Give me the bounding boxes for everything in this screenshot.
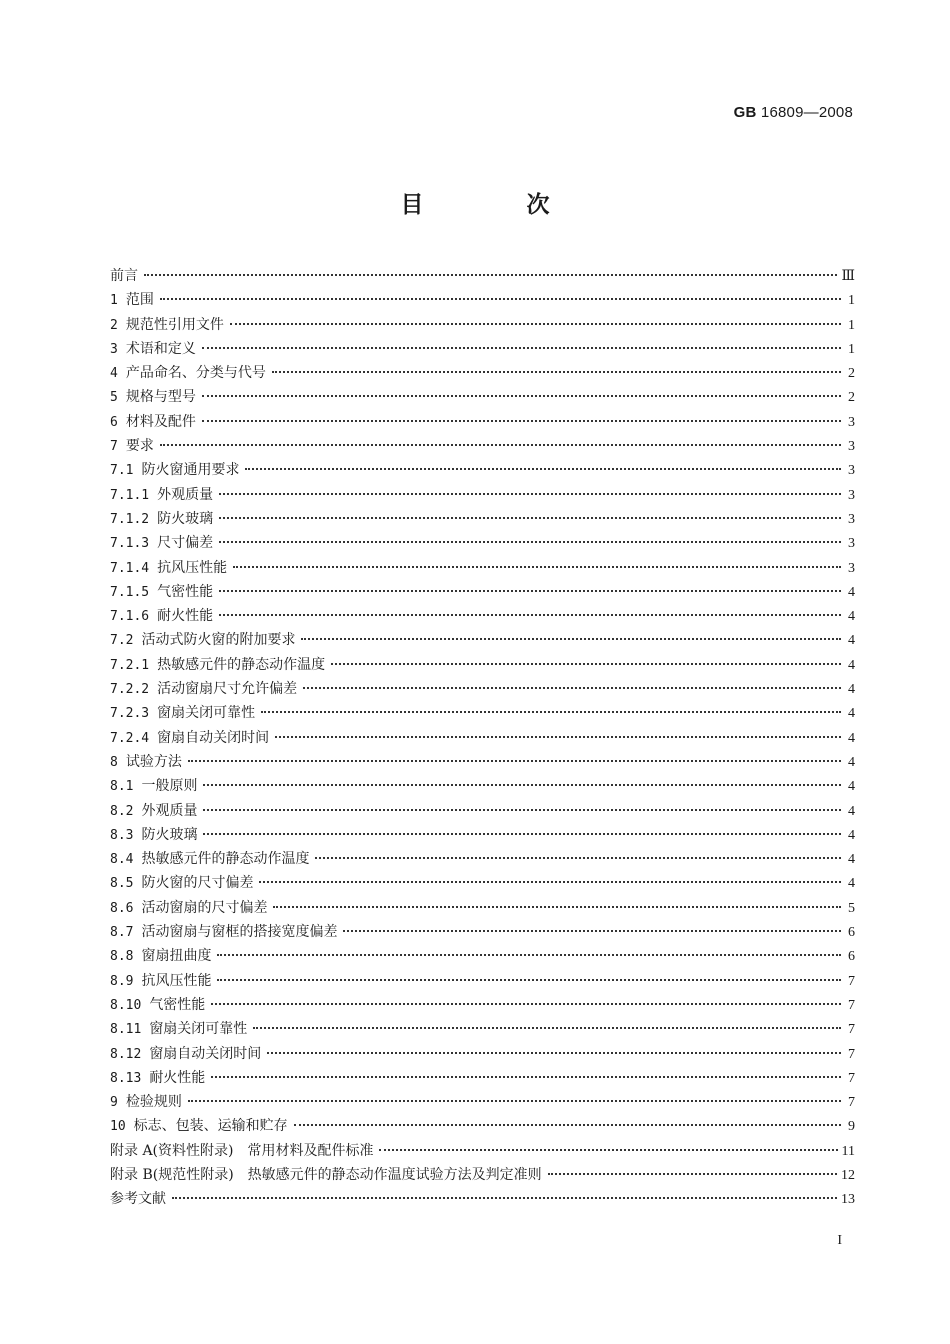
toc-entry-page: 4	[848, 706, 855, 722]
table-of-contents	[110, 264, 855, 1212]
page-title: 目 次	[400, 192, 590, 218]
toc-entry-number: 7	[110, 439, 118, 455]
toc-entry-number: 4	[110, 366, 118, 382]
dot-leader	[219, 614, 841, 616]
toc-entry-page: 4	[848, 633, 855, 649]
toc-entry-label: 耐火性能	[149, 1069, 206, 1086]
toc-entry-label: 气密性能	[149, 996, 206, 1013]
toc-entry-page: 7	[848, 1095, 855, 1111]
toc-entry-number: 7.1.3	[110, 536, 150, 552]
toc-entry-label: 热敏感元件的静态动作温度	[157, 656, 326, 673]
toc-entry-page: 1	[848, 317, 855, 333]
toc-entry-number: 7.1.4	[110, 560, 150, 576]
dot-leader	[230, 323, 841, 325]
toc-entry[interactable]	[110, 288, 855, 312]
toc-entry[interactable]	[110, 896, 855, 920]
toc-entry-label: 耐火性能	[157, 608, 214, 625]
toc-entry[interactable]	[110, 1139, 855, 1163]
toc-entry-label: 检验规则	[125, 1094, 182, 1111]
toc-entry[interactable]	[110, 1114, 855, 1138]
toc-entry-number: 8.12	[110, 1046, 142, 1062]
toc-entry[interactable]	[110, 337, 855, 361]
toc-entry[interactable]	[110, 677, 855, 701]
toc-entry[interactable]	[110, 1187, 855, 1211]
toc-entry[interactable]	[110, 823, 855, 847]
toc-entry-label: 要求	[125, 438, 154, 455]
dot-leader	[259, 881, 841, 883]
toc-entry-page: 3	[848, 560, 855, 576]
toc-entry-page: 3	[848, 511, 855, 527]
dot-leader	[188, 760, 841, 762]
toc-entry-label: 材料及配件	[125, 413, 196, 430]
toc-entry-number: 7.2	[110, 633, 134, 649]
toc-entry-page: 3	[848, 414, 855, 430]
toc-entry-number: 5	[110, 390, 118, 406]
dot-leader	[160, 298, 841, 300]
toc-entry[interactable]	[110, 1017, 855, 1041]
toc-entry[interactable]	[110, 993, 855, 1017]
toc-entry-number: 8.9	[110, 973, 134, 989]
dot-leader	[144, 274, 837, 276]
toc-entry-number: 6	[110, 414, 118, 430]
dot-leader	[188, 1100, 841, 1102]
toc-entry-label: 活动式防火窗的附加要求	[141, 632, 296, 649]
dot-leader	[303, 687, 841, 689]
standard-prefix: GB	[733, 104, 757, 121]
toc-entry-page: 2	[848, 366, 855, 382]
toc-entry-label: 范围	[125, 292, 154, 309]
toc-entry[interactable]	[110, 1163, 855, 1187]
toc-entry-number: 8.6	[110, 900, 134, 916]
standard-number	[734, 104, 853, 121]
page-number: I	[837, 1233, 842, 1248]
toc-entry-page: 7	[848, 1070, 855, 1086]
toc-entry-number: 7.2.4	[110, 730, 150, 746]
toc-entry-page: 4	[848, 803, 855, 819]
toc-entry-page: 7	[848, 1046, 855, 1062]
toc-entry-page: 5	[848, 900, 855, 916]
dot-leader	[160, 444, 841, 446]
toc-entry-number: 8.10	[110, 997, 142, 1013]
toc-entry-number: 8.3	[110, 827, 134, 843]
toc-entry-page: 4	[848, 876, 855, 892]
dot-leader	[202, 395, 841, 397]
toc-entry-page: 3	[848, 439, 855, 455]
toc-entry[interactable]	[110, 653, 855, 677]
toc-entry-page: 13	[841, 1192, 855, 1208]
toc-entry-label: 参考文献	[110, 1191, 166, 1208]
dot-leader	[275, 736, 841, 738]
toc-entry-number: 8.4	[110, 852, 134, 868]
toc-entry-number: 1	[110, 293, 118, 309]
toc-entry[interactable]	[110, 871, 855, 895]
toc-entry-label: 试验方法	[125, 753, 182, 770]
toc-entry-label: 防火玻璃	[141, 826, 198, 843]
toc-entry[interactable]	[110, 458, 855, 482]
toc-entry-label: 活动窗扇与窗框的搭接宽度偏差	[141, 924, 338, 941]
dot-leader	[217, 954, 841, 956]
toc-entry-page: 4	[848, 730, 855, 746]
dot-leader	[203, 809, 841, 811]
dot-leader	[202, 347, 841, 349]
toc-entry[interactable]	[110, 920, 855, 944]
toc-entry-label: 活动窗扇的尺寸偏差	[141, 899, 268, 916]
dot-leader	[261, 711, 841, 713]
toc-entry-label: 热敏感元件的静态动作温度	[141, 851, 310, 868]
toc-entry-label: 规格与型号	[125, 389, 196, 406]
dot-leader	[548, 1173, 837, 1175]
toc-entry-page: 4	[848, 682, 855, 698]
toc-entry-page: 3	[848, 463, 855, 479]
toc-entry-number: 8.8	[110, 949, 134, 965]
toc-entry-label: 防火玻璃	[157, 510, 214, 527]
toc-entry[interactable]	[110, 604, 855, 628]
toc-entry[interactable]	[110, 531, 855, 555]
toc-entry-label: 前言	[110, 268, 138, 284]
toc-entry[interactable]	[110, 969, 855, 993]
toc-entry[interactable]	[110, 580, 855, 604]
dot-leader	[217, 979, 841, 981]
toc-entry[interactable]	[110, 385, 855, 409]
dot-leader	[343, 930, 841, 932]
toc-entry[interactable]	[110, 847, 855, 871]
toc-entry-page: 9	[848, 1119, 855, 1135]
dot-leader	[233, 566, 841, 568]
toc-entry[interactable]	[110, 726, 855, 750]
toc-entry[interactable]	[110, 313, 855, 337]
toc-entry-number: 8.5	[110, 876, 134, 892]
toc-entry-label: 外观质量	[141, 802, 198, 819]
dot-leader	[203, 833, 841, 835]
toc-entry-number: 10	[110, 1119, 126, 1135]
toc-entry-label: 标志、包装、运输和贮存	[133, 1118, 288, 1135]
toc-entry-label: 抗风压性能	[157, 559, 228, 576]
toc-entry[interactable]	[110, 799, 855, 823]
toc-entry-page: 6	[848, 925, 855, 941]
toc-entry-number: 7.1.1	[110, 487, 150, 503]
dot-leader	[172, 1197, 837, 1199]
toc-entry-label: 外观质量	[157, 486, 214, 503]
toc-entry[interactable]	[110, 750, 855, 774]
toc-entry-number: 3	[110, 341, 118, 357]
toc-entry-page: 1	[848, 293, 855, 309]
toc-entry[interactable]	[110, 483, 855, 507]
dot-leader	[219, 541, 841, 543]
toc-entry[interactable]	[110, 701, 855, 725]
toc-entry-label: 窗扇扭曲度	[141, 948, 212, 965]
toc-entry[interactable]	[110, 410, 855, 434]
toc-entry-page: 4	[848, 657, 855, 673]
toc-entry-page: 4	[848, 779, 855, 795]
dot-leader	[379, 1149, 837, 1151]
toc-entry-page: 1	[848, 341, 855, 357]
dot-leader	[203, 784, 841, 786]
toc-entry-number: 8.2	[110, 803, 134, 819]
toc-entry-number: 8.1	[110, 779, 134, 795]
toc-entry-page: 4	[848, 852, 855, 868]
toc-entry[interactable]	[110, 361, 855, 385]
dot-leader	[202, 420, 841, 422]
toc-entry-label: 一般原则	[141, 778, 198, 795]
toc-entry-label: 附录 B(规范性附录) 热敏感元件的静态动作温度试验方法及判定准则	[110, 1166, 542, 1183]
toc-entry[interactable]	[110, 774, 855, 798]
toc-entry-page: 12	[841, 1167, 855, 1183]
toc-entry-label: 窗扇关闭可靠性	[149, 1021, 248, 1038]
toc-entry-page: 11	[841, 1143, 855, 1159]
toc-entry-number: 8.7	[110, 925, 134, 941]
toc-entry-label: 规范性引用文件	[125, 316, 224, 333]
toc-entry-number: 7.2.1	[110, 657, 150, 673]
toc-entry-page: 7	[848, 1022, 855, 1038]
dot-leader	[219, 590, 841, 592]
toc-entry-label: 尺寸偏差	[157, 535, 214, 552]
dot-leader	[273, 906, 841, 908]
toc-entry-number: 7.2.3	[110, 706, 150, 722]
toc-entry-label: 术语和定义	[125, 340, 196, 357]
standard-code: 16809—2008	[760, 104, 853, 121]
toc-entry-page: 7	[848, 997, 855, 1013]
toc-entry[interactable]	[110, 628, 855, 652]
toc-entry-label: 防火窗的尺寸偏差	[141, 875, 254, 892]
dot-leader	[301, 638, 841, 640]
toc-entry[interactable]	[110, 434, 855, 458]
dot-leader	[331, 663, 841, 665]
toc-entry-label: 活动窗扇尺寸允许偏差	[157, 681, 298, 698]
dot-leader	[294, 1124, 841, 1126]
toc-entry-label: 窗扇关闭可靠性	[157, 705, 256, 722]
toc-entry-page: 4	[848, 827, 855, 843]
toc-entry-label: 产品命名、分类与代号	[125, 365, 266, 382]
toc-entry-number: 7.1.2	[110, 511, 150, 527]
toc-entry[interactable]	[110, 264, 855, 288]
toc-entry-page: 3	[848, 536, 855, 552]
toc-entry-page: 4	[848, 609, 855, 625]
dot-leader	[267, 1052, 841, 1054]
toc-entry-page: 7	[848, 973, 855, 989]
toc-entry-label: 窗扇自动关闭时间	[149, 1045, 262, 1062]
toc-entry[interactable]	[110, 507, 855, 531]
toc-entry-number: 8	[110, 754, 118, 770]
toc-entry-number: 8.13	[110, 1070, 142, 1086]
toc-entry-number: 7.2.2	[110, 682, 150, 698]
dot-leader	[253, 1027, 841, 1029]
toc-entry[interactable]	[110, 1090, 855, 1114]
toc-entry[interactable]	[110, 944, 855, 968]
toc-entry[interactable]	[110, 1042, 855, 1066]
toc-entry-label: 气密性能	[157, 583, 214, 600]
toc-entry-label: 附录 A(资料性附录) 常用材料及配件标准	[110, 1142, 374, 1159]
dot-leader	[245, 468, 841, 470]
dot-leader	[272, 371, 841, 373]
dot-leader	[211, 1003, 841, 1005]
toc-entry-page: 3	[848, 487, 855, 503]
dot-leader	[219, 517, 841, 519]
toc-entry[interactable]	[110, 556, 855, 580]
toc-entry-number: 7.1.5	[110, 584, 150, 600]
toc-entry[interactable]	[110, 1066, 855, 1090]
toc-entry-label: 窗扇自动关闭时间	[157, 729, 270, 746]
toc-entry-page: 2	[848, 390, 855, 406]
toc-entry-page: 4	[848, 754, 855, 770]
toc-entry-number: 8.11	[110, 1022, 142, 1038]
dot-leader	[315, 857, 841, 859]
toc-entry-page: Ⅲ	[841, 269, 855, 284]
toc-entry-page: 4	[848, 584, 855, 600]
toc-entry-number: 7.1	[110, 463, 134, 479]
dot-leader	[219, 493, 841, 495]
toc-entry-number: 2	[110, 317, 118, 333]
toc-entry-page: 6	[848, 949, 855, 965]
toc-entry-label: 防火窗通用要求	[141, 462, 240, 479]
toc-entry-number: 9	[110, 1095, 118, 1111]
toc-entry-number: 7.1.6	[110, 609, 150, 625]
toc-entry-label: 抗风压性能	[141, 972, 212, 989]
dot-leader	[211, 1076, 841, 1078]
